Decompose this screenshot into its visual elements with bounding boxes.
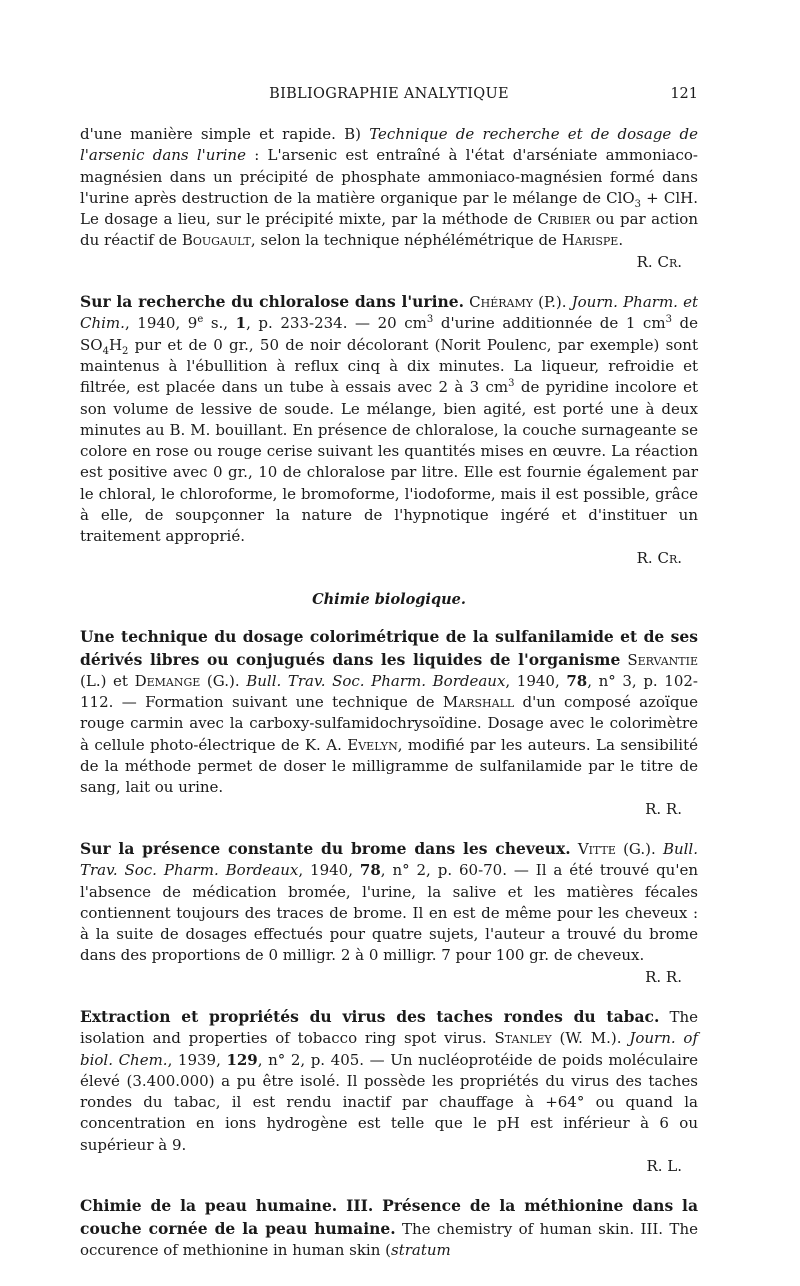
author-name: Stanley: [494, 1029, 552, 1048]
entry-signature: R. L.: [646, 1157, 682, 1176]
author-name: Bougault: [181, 231, 251, 250]
entry-chloralose: Sur la recherche du chloralose dans l'urine. Chéramy (P.). Journ. Pharm. et Chim., 1940, 9e s., 1, p. 233-234. — 20 $cm^3$ d'urine additionnée de 1 $cm^3$ de $SO_4H_2$ pur et de 0 gr., 50 de noir décolorant (Norit Poulenc, par exemple) sont maintenus à l'ébullition à reflux cinq à dix minutes. La liqueur, refroidie et filtrée, est placée dans un tube à essais avec 2 à 3 $cm^3$ de pyridine incolore et son volume de lessive de soude. Le mélange, bien agité, est porté une à deux minutes au B. M. bouillant. En présence de chloralose, la couche surnageante se colore en rose ou rouge cerise suivant les quantités mises en œuvre. La réaction est positive avec 0 gr., 10 de chloralose par litre. Elle est fournie également par le chloral, le chloroforme, le bromoforme, l'iodoforme, mais il est possible, grâce à elle, de soupçonner la nature de l'hypnotique ingéré et d'instituer un traitement approprié.: [80, 292, 698, 546]
entry-signature: R. R.: [645, 799, 682, 818]
entry-sulfanilamide: Une technique du dosage colorimétrique de la sulfanilamide et de ses dérivés libres ou conjugués dans les liquides de l'organisme Servantie (L.) et Demange (G.). Bull. Trav. Soc. Pharm. Bordeaux, 1940, 78, n° 3, p. 102-112. — Formation suivant une technique de Marshall d'un composé azoïque rouge carmin avec la carboxy-sulfamidochrysoïdine. Dosage avec le colorimètre à cellule photo-électrique de K. A. Evelyn, modifié par les auteurs. La sensibilité de la méthode permet de doser le milligramme de sulfanilamide par le titre de sang, lait ou urine.: [80, 627, 698, 797]
journal-name: Bull. Trav. Soc. Pharm. Bordeaux: [246, 671, 506, 690]
author-name: Harispe: [561, 231, 619, 250]
running-header: [80, 86, 698, 112]
running-title: BIBLIOGRAPHIE ANALYTIQUE: [269, 86, 509, 102]
journal-name: Journ. of biol. Chem.: [80, 1029, 699, 1069]
entry-signature: R. Cr.: [636, 548, 682, 567]
page-number: 121: [670, 86, 698, 102]
author-name: Vitte: [577, 839, 616, 858]
entry-peau: Chimie de la peau humaine. III. Présence de la méthionine dans la couche cornée de la peau humaine. The chemistry of human skin. III. The occurence of methionine in human skin (stratum: [80, 1196, 698, 1259]
journal-name: Journ. Pharm. et Chim.: [80, 293, 698, 333]
entry-heading: Chimie de la peau humaine. III. Présence de la méthionine dans la couche cornée de la peau humaine.: [80, 1196, 698, 1238]
author-name: Cribier: [537, 210, 591, 229]
section-title: Chimie biologique.: [312, 590, 466, 608]
entry-heading: Sur la recherche du chloralose dans l'urine.: [80, 292, 464, 312]
entry-tabac: Extraction et propriétés du virus des taches rondes du tabac. The isolation and properties of tobacco ring spot virus. Stanley (W. M.). Journ. of biol. Chem., 1939, 129, n° 2, p. 405. — Un nucléoprotéide de poids moléculaire élevé (3.400.000) a pu être isolé. Il possède les propriétés du virus des taches rondes du tabac, il est rendu inactif par chauffage à +64° ou quand la concentration en ions hydrogène est telle que le pH est inférieur à 6 ou supérieur à 9.: [80, 1006, 699, 1154]
author-name: Servantie: [627, 650, 698, 669]
page-body: [80, 124, 698, 1261]
entry-signature: R. Cr.: [636, 252, 682, 271]
journal-name: Bull. Trav. Soc. Pharm. Bordeaux: [80, 839, 698, 880]
entry-heading: Sur la présence constante du brome dans les cheveux.: [80, 838, 571, 858]
entry-arsenic: d'une manière simple et rapide. B) Technique de recherche et de dosage de l'arsenic dans l'urine : L'arsenic est entraîné à l'état d'arséniate ammoniaco-magnésien dans un précipité de phosphate ammoniaco-magnésien formé dans l'urine après destruction de la matière organique par le mélange de ClO$_3$ + ClH. Le dosage a lieu, sur le précipité mixte, par la méthode de Cribier ou par action du réactif de Bougault, selon la technique néphélémétrique de Harispe.: [80, 125, 698, 250]
author-name: Demange: [134, 671, 201, 690]
author-name: Chéramy: [469, 293, 534, 312]
entry-brome: Sur la présence constante du brome dans les cheveux. Vitte (G.). Bull. Trav. Soc. Pharm. Bordeaux, 1940, 78, n° 2, p. 60-70. — Il a été trouvé qu'en l'absence de médication bromée, l'urine, la salive et les matières fécales contiennent toujours des traces de brome. Il en est de même pour les cheveux : à la suite de dosages effectués pour quatre sujets, l'auteur a trouvé du brome dans des proportions de 0 milligr. 2 à 0 milligr. 7 pour 100 gr. de cheveux.: [80, 838, 698, 965]
author-name: Evelyn: [347, 735, 398, 754]
author-name: Marshall: [442, 693, 515, 712]
entry-signature: R. R.: [645, 967, 682, 986]
entry-heading: Extraction et propriétés du virus des taches rondes du tabac.: [80, 1006, 660, 1026]
entry-heading: Une technique du dosage colorimétrique de la sulfanilamide et de ses dérivés libres ou conjugués dans les liquides de l'organisme: [80, 627, 698, 669]
